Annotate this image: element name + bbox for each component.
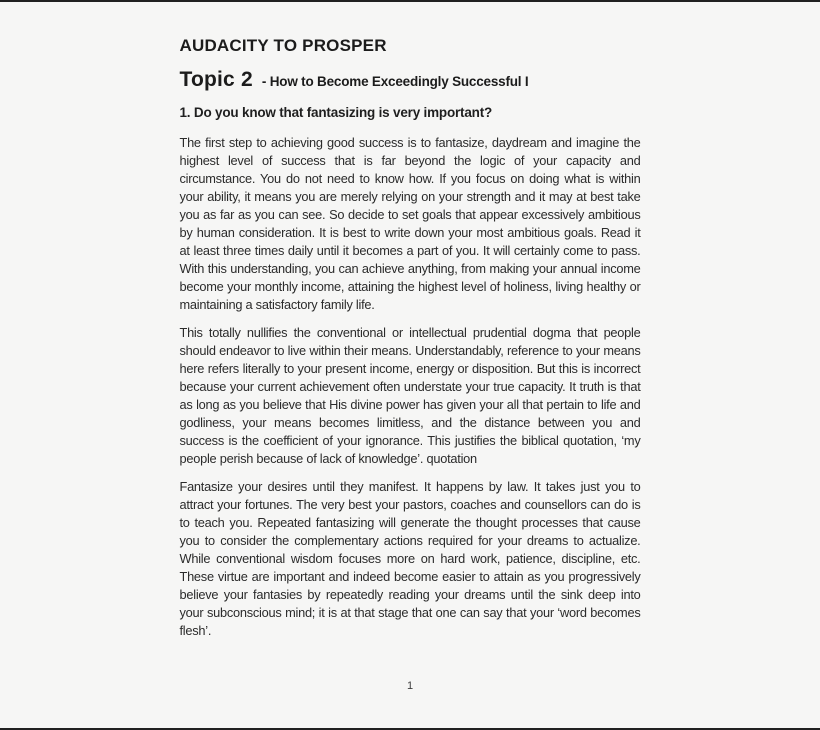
- page-number: 1: [406, 680, 414, 692]
- paragraph-3: Fantasize your desires until they manifest. It happens by law. It takes just you to attract your fortunes. The very best your pastors, coaches and counsellors can do is to teach you. Repeated fantasizing will generate the thought processes that cause you to consider the complementary actions required for your dreams to actualize. While conventional wisdom focuses more on hard work, patience, discipline, etc. These virtue are important and indeed become easier to attain as you progressively believe your fantasies by repeatedly reading your dreams until the sink deep into your subconscious mind; it is at that stage that one can say that your ‘word becomes flesh’.: [179, 479, 641, 638]
- topic-separator: -: [261, 74, 267, 89]
- topic-heading: [180, 68, 641, 92]
- document-content: [180, 2, 641, 640]
- topic-subtitle-text: How to Become Exceedingly Successful I: [269, 74, 529, 89]
- topic-label: Topic 2: [179, 68, 253, 91]
- paragraph-2: This totally nullifies the conventional or intellectual prudential dogma that people should endeavor to live within their means. Understandably, reference to your means here refers literally to your present income, energy or disposition. But this is incorrect because your current achievement often understate your true capacity. It truth is that as long as you believe that His divine power has given your all that pertain to life and godliness, your means becomes limitless, and the distance between you and success is the coefficient of your ignorance. This justifies the biblical quotation, ‘my people perish because of lack of knowledge’. quotation: [179, 325, 641, 466]
- document-title: AUDACITY TO PROSPER: [179, 36, 387, 55]
- section-heading: 1. Do you know that fantasizing is very important?: [179, 105, 493, 120]
- paragraph-1: The first step to achieving good success is to fantasize, daydream and imagine the highest level of success that is far beyond the logic of your capacity and circumstance. You do not need to know how. If you focus on doing what is within your ability, it means you are merely relying on your strength and it may at best take you as far as you can see. So decide to set goals that appear excessively ambitious by human consideration. It is best to write down your most ambitious goals. Read it at least three times daily until it becomes a part of you. It will certainly come to pass. With this understanding, you can achieve anything, from making your annual income become your monthly income, attaining the highest level of holiness, living healthy or maintaining a satisfactory family life.: [179, 135, 641, 312]
- topic-subtitle: [262, 74, 529, 89]
